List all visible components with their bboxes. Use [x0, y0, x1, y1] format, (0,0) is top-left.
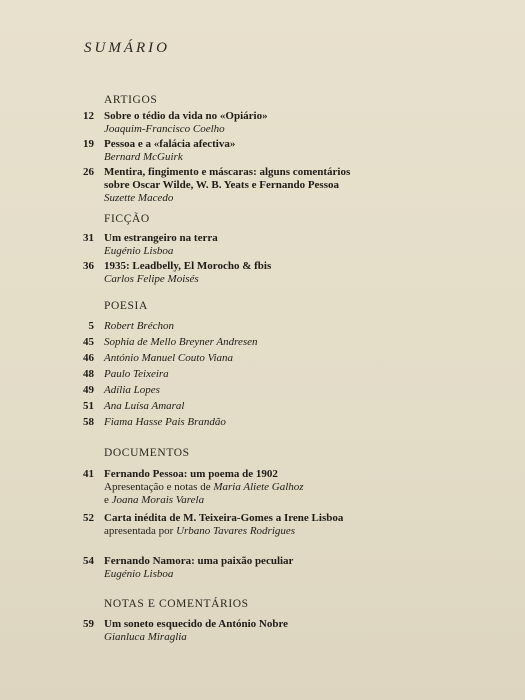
- page-number: 36: [83, 260, 94, 272]
- section-heading-notas: NOTAS E COMENTÁRIOS: [104, 598, 249, 610]
- note-text: Apresentação e notas de: [104, 481, 214, 493]
- entry-title: Um soneto esquecido de António Nobre: [104, 618, 289, 630]
- entry-note: [104, 481, 304, 494]
- page-number: 41: [83, 468, 94, 480]
- entry-author: Suzette Macedo: [104, 192, 174, 204]
- page-title: SUMÁRIO: [84, 40, 170, 56]
- section-heading-documentos: DOCUMENTOS: [104, 447, 190, 459]
- entry-title: Pessoa e a «falácia afectiva»: [104, 138, 236, 150]
- section-heading-ficcao: FICÇÃO: [104, 213, 150, 225]
- note-text: apresentada por: [104, 525, 177, 537]
- page-number: 26: [83, 166, 94, 178]
- page-number: 48: [83, 368, 94, 380]
- entry-note: [104, 525, 295, 538]
- entry-author: Joaquim-Francisco Coelho: [104, 123, 225, 135]
- page-number: 51: [83, 400, 94, 412]
- note-author: Joana Morais Varela: [111, 494, 205, 506]
- entry-author: Eugénio Lisboa: [104, 245, 174, 257]
- entry-author: Robert Bréchon: [104, 320, 174, 332]
- page-number: 19: [83, 138, 94, 150]
- page-number: 59: [83, 618, 94, 630]
- section-heading-poesia: POESIA: [104, 300, 148, 312]
- page-number: 5: [88, 320, 94, 332]
- entry-author: Gianluca Miraglia: [104, 631, 187, 643]
- entry-author: Sophia de Mello Breyner Andresen: [104, 336, 258, 348]
- page-number: 54: [83, 555, 94, 567]
- page-number: 31: [83, 232, 94, 244]
- entry-title: 1935: Leadbelly, El Morocho & fbis: [104, 260, 272, 272]
- entry-title: Carta inédita de M. Teixeira-Gomes a Irene Lisboa: [104, 512, 344, 524]
- entry-title: Fernando Pessoa: um poema de 1902: [104, 468, 278, 480]
- note-author: Urbano Tavares Rodrigues: [176, 525, 296, 537]
- entry-author: Carlos Felipe Moisés: [104, 273, 199, 285]
- page-number: 45: [83, 336, 94, 348]
- entry-author: Adília Lopes: [104, 384, 160, 396]
- entry-note: [104, 494, 204, 507]
- note-text: e: [104, 494, 112, 506]
- entry-title: Um estrangeiro na terra: [104, 232, 218, 244]
- page-number: 49: [83, 384, 94, 396]
- page-number: 52: [83, 512, 94, 524]
- entry-author: António Manuel Couto Viana: [104, 352, 234, 364]
- entry-title-line-2: sobre Oscar Wilde, W. B. Yeats e Fernando Pessoa: [104, 179, 339, 191]
- page-number: 12: [83, 110, 94, 122]
- entry-author: Eugénio Lisboa: [104, 568, 174, 580]
- entry-title: Fernando Namora: uma paixão peculiar: [104, 555, 294, 567]
- entry-author: Ana Luísa Amaral: [104, 400, 185, 412]
- page-number: 46: [83, 352, 94, 364]
- entry-title: Sobre o tédio da vida no «Opiário»: [104, 110, 268, 122]
- entry-author: Paulo Teixeira: [104, 368, 169, 380]
- page-number: 58: [83, 416, 94, 428]
- entry-author: Bernard McGuirk: [104, 151, 183, 163]
- entry-author: Fiama Hasse Pais Brandão: [104, 416, 226, 428]
- section-heading-artigos: ARTIGOS: [104, 94, 158, 106]
- entry-title: Mentira, fingimento e máscaras: alguns comentários: [104, 166, 351, 178]
- note-author: Maria Aliete Galhoz: [213, 481, 304, 493]
